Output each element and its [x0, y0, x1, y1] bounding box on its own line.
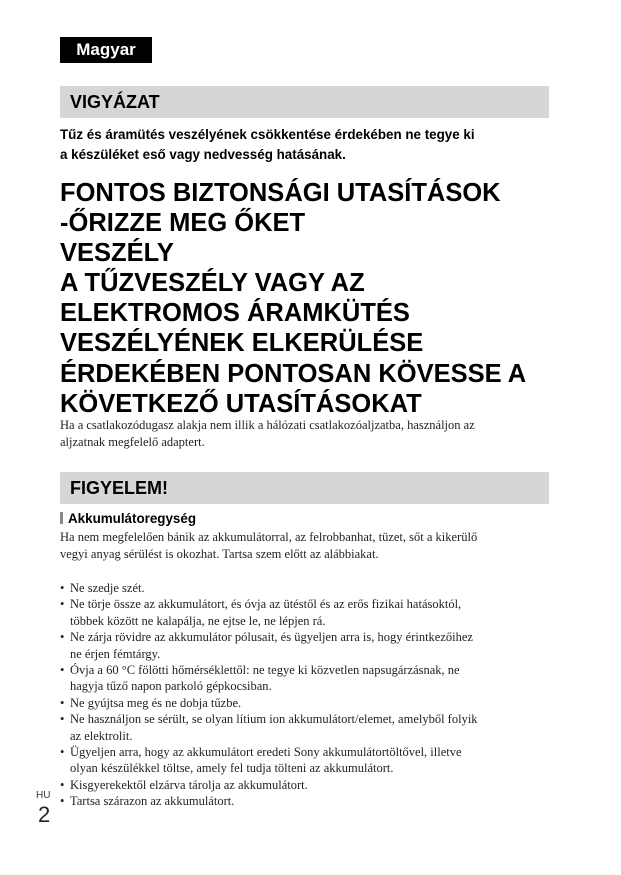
battery-subheading	[60, 510, 196, 528]
body-line: vegyi anyag sérülést is okozhat. Tartsa szem előtt az alábbiakat.	[60, 547, 379, 561]
list-item	[60, 580, 552, 596]
headline-line: ÉRDEKÉBEN PONTOSAN KÖVESSE A	[60, 359, 527, 388]
headline-line: KÖVETKEZŐ UTASÍTÁSOKAT	[60, 389, 422, 418]
bullet-icon: •	[60, 777, 65, 792]
headline-line: A TŰZVESZÉLY VAGY AZ	[60, 269, 365, 298]
bullet-line: ne érjen fémtárgy.	[70, 646, 161, 661]
bullet-icon: •	[60, 695, 65, 710]
list-item	[60, 744, 552, 777]
warning-text-line: a készüléket eső vagy nedvesség hatásának.	[60, 147, 346, 162]
battery-intro	[60, 529, 552, 563]
list-item	[60, 793, 552, 809]
section-title-warning: VIGYÁZAT	[60, 86, 549, 118]
bullet-line: Óvja a 60 °C fölötti hőmérséklettől: ne tegye ki közvetlen napsugárzásnak, ne	[70, 663, 460, 678]
headline-line: VESZÉLY	[60, 239, 174, 268]
bullet-line: Ügyeljen arra, hogy az akkumulátort eredeti Sony akkumulátortöltővel, illetve	[70, 745, 462, 760]
subheading-text: Akkumulátoregység	[68, 511, 196, 526]
headline-line: -ŐRIZZE MEG ŐKET	[60, 209, 306, 238]
list-item	[60, 629, 552, 662]
section-title-caution: FIGYELEM!	[60, 472, 549, 504]
bullet-icon: •	[60, 597, 65, 612]
list-item	[60, 711, 552, 744]
page-language-code: HU	[36, 790, 51, 801]
battery-bullet-list	[60, 580, 552, 810]
bullet-line: Tartsa szárazon az akkumulátort.	[70, 794, 235, 809]
bullet-line: Ne gyújtsa meg és ne dobja tűzbe.	[70, 695, 242, 710]
bullet-line: olyan készülékkel töltse, amely fel tudja tölteni az akkumulátort.	[70, 761, 394, 776]
bullet-icon: •	[60, 712, 65, 727]
bullet-icon: •	[60, 794, 65, 809]
bullet-line: az elektrolit.	[70, 728, 133, 743]
plug-adapter-note	[60, 417, 552, 451]
bullet-line: Ne zárja rövidre az akkumulátor pólusait, és ügyeljen arra is, hogy érintkezőihez	[70, 630, 473, 645]
bullet-line: hagyja tűző napon parkoló gépkocsiban.	[70, 679, 272, 694]
list-item	[60, 596, 552, 629]
body-line: aljzatnak megfelelő adaptert.	[60, 435, 205, 449]
list-item	[60, 777, 552, 793]
body-line: Ha nem megfelelően bánik az akkumulátorral, az felrobbanhat, tüzet, sőt a kikerülő	[60, 530, 478, 544]
warning-text-line: Tűz és áramütés veszélyének csökkentése érdekében ne tegye ki	[60, 127, 475, 142]
bullet-line: Ne használjon se sérült, se olyan lítium ion akkumulátort/elemet, amelyből folyik	[70, 712, 478, 727]
subheading-marker	[60, 512, 63, 524]
bullet-line: Ne törje össze az akkumulátort, és óvja az ütéstől és az erős fizikai hatásoktól,	[70, 597, 462, 612]
bullet-line: Kisgyerekektől elzárva tárolja az akkumulátort.	[70, 777, 308, 792]
headline-line: VESZÉLYÉNEK ELKERÜLÉSE	[60, 329, 424, 358]
bullet-line: Ne szedje szét.	[70, 581, 145, 595]
warning-text	[60, 125, 555, 165]
bullet-icon: •	[60, 581, 65, 595]
bullet-icon: •	[60, 745, 65, 760]
language-badge: Magyar	[60, 37, 152, 63]
bullet-line: többek között ne kalapálja, ne ejtse le, ne lépjen rá.	[70, 613, 326, 628]
bullet-icon: •	[60, 630, 65, 645]
headline-line: ELEKTROMOS ÁRAMKÜTÉS	[60, 299, 410, 328]
list-item	[60, 695, 552, 711]
safety-headline	[60, 178, 560, 419]
page-number: 2	[38, 802, 51, 827]
body-line: Ha a csatlakozódugasz alakja nem illik a hálózati csatlakozóaljzatba, használjon az	[60, 418, 475, 432]
list-item	[60, 662, 552, 695]
bullet-icon: •	[60, 663, 65, 678]
headline-line: FONTOS BIZTONSÁGI UTASÍTÁSOK	[60, 179, 501, 207]
